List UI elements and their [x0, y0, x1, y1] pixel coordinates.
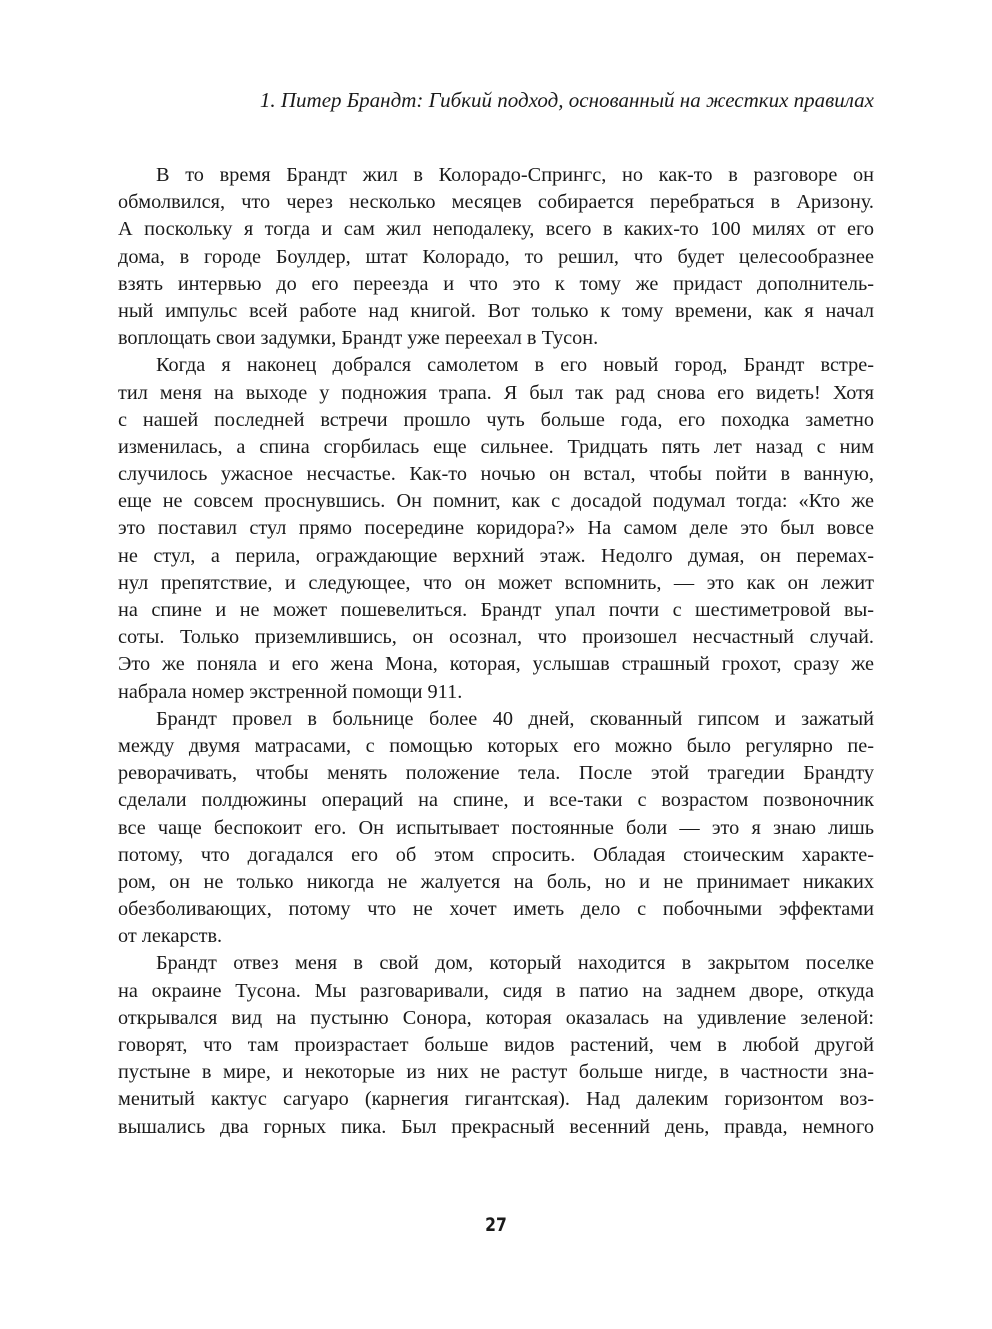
text-line: еще не совсем проснувшись. Он помнит, как с досадой подумал тогда: «Кто же — [118, 490, 874, 513]
text-line: обмолвился, что через несколько месяцев собирается перебраться в Аризону. — [118, 191, 874, 214]
text-line: Это же поняла и его жена Мона, которая, услышав страшный грохот, сразу же — [118, 653, 874, 676]
body-text — [118, 162, 874, 1141]
text-line: Брандт провел в больнице более 40 дней, скованный гипсом и зажатый — [156, 707, 874, 730]
text-line: с нашей последней встречи прошло чуть больше года, его походка заметно — [118, 408, 874, 431]
text-line: это поставил стул прямо посередине коридора?» На самом деле это был вовсе — [118, 517, 874, 540]
text-line: между двумя матрасами, с помощью которых его можно было регулярно пе- — [118, 734, 874, 757]
page-number: 27 — [485, 1214, 507, 1236]
text-line: не стул, а перила, ограждающие верхний этаж. Недолго думая, он перемах- — [118, 544, 874, 567]
text-line: обезболивающих, потому что не хочет иметь дело с побочными эффектами — [118, 898, 874, 921]
text-line: дома, в городе Боулдер, штат Колорадо, то решил, что будет целесообразнее — [118, 245, 874, 268]
text-line: Брандт отвез меня в свой дом, который находится в закрытом поселке — [156, 952, 874, 975]
text-line: А поскольку я тогда и сам жил неподалеку, всего в каких-то 100 милях от его — [118, 218, 874, 241]
text-line: изменилась, а спина сгорбилась еще сильнее. Тридцать пять лет назад с ним — [118, 435, 874, 458]
text-line: взять интервью до его переезда и что это к тому же придаст дополнитель- — [118, 272, 874, 295]
text-line: на спине и не может пошевелиться. Брандт упал почти с шестиметровой вы- — [118, 599, 874, 621]
text-line: пустыне в мире, и некоторые из них не растут больше нигде, в частности зна- — [118, 1061, 874, 1084]
running-head: 1. Питер Брандт: Гибкий подход, основанный на жестких правилах — [259, 88, 874, 112]
text-line: менитый кактус сагуаро (карнегия гигантская). Над далеким горизонтом воз- — [118, 1088, 874, 1111]
text-line: открывался вид на пустыню Сонора, которая оказалась на удивление зеленой: — [118, 1006, 874, 1029]
text-line: все чаще беспокоит его. Он испытывает постоянные боли — это я знаю лишь — [118, 816, 874, 839]
text-line: воплощать свои задумки, Брандт уже переехал в Тусон. — [118, 327, 599, 350]
text-line: ный импульс всей работе над книгой. Вот только к тому времени, как я начал — [118, 299, 874, 322]
text-line: ром, он не только никогда не жалуется на боль, но и не принимает никаких — [118, 870, 874, 893]
text-line: вышались два горных пика. Был прекрасный весенний день, правда, немного — [118, 1115, 874, 1138]
text-line: В то время Брандт жил в Колорадо-Спрингс, но как-то в разговоре он — [156, 164, 874, 186]
text-line: потому, что догадался его об этом спросить. Обладая стоическим характе- — [118, 843, 874, 866]
text-line: случилось ужасное несчастье. Как-то ночью он встал, чтобы пойти в ванную, — [118, 463, 874, 486]
text-line: Когда я наконец добрался самолетом в его новый город, Брандт встре- — [156, 354, 874, 377]
text-line: от лекарств. — [118, 925, 223, 948]
text-line: соты. Только приземлившись, он осознал, что произошел несчастный случай. — [118, 626, 874, 649]
text-line: на окраине Тусона. Мы разговаривали, сидя в патио на заднем дворе, откуда — [118, 979, 874, 1002]
text-line: сделали полдюжины операций на спине, и все-таки с возрастом позвоночник — [118, 789, 874, 812]
text-line: тил меня на выходе у подножия трапа. Я был так рад снова его видеть! Хотя — [118, 381, 874, 404]
text-line: говорят, что там произрастает больше видов растений, чем в любой другой — [118, 1034, 874, 1056]
paragraph — [118, 950, 874, 1140]
paragraph — [118, 162, 874, 352]
paragraph — [118, 352, 874, 705]
text-line: нул препятствие, и следующее, что он может вспомнить, — это как он лежит — [118, 571, 874, 594]
paragraph — [118, 706, 874, 951]
text-line: набрала номер экстренной помощи 911. — [118, 680, 463, 703]
text-line: реворачивать, чтобы менять положение тела. После этой трагедии Брандту — [118, 762, 874, 785]
